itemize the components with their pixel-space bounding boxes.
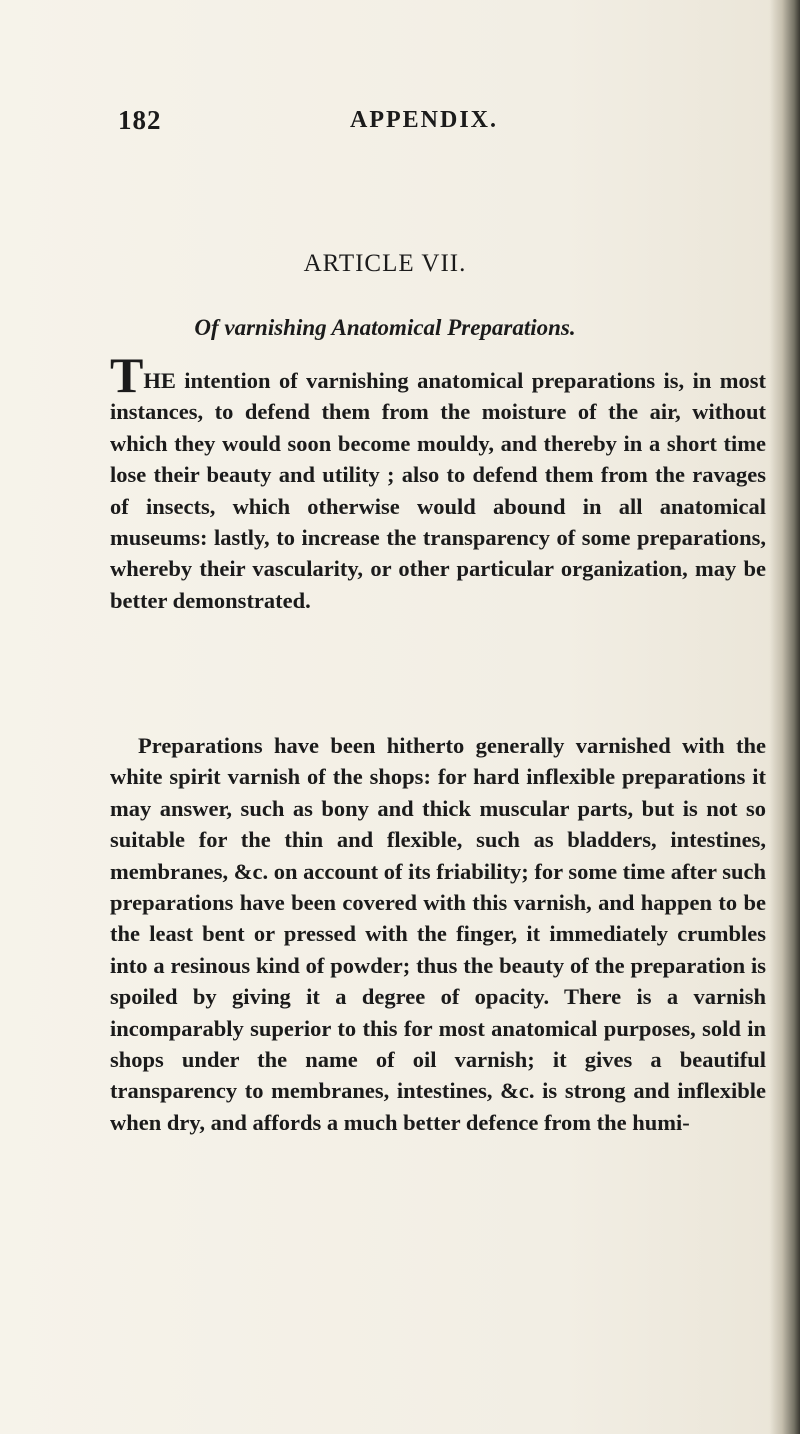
paragraph-1-text: HE intention of varnishing anatomical preparations is, in most instances, to defend them from the moisture of the air, without which they would soon become mouldy, and thereby in a short time lose their beauty and utility ; also to defend them from the ravages of insects, which otherwise would abound in all anatomical museums: lastly, to increase the transparency of some preparations, whereby their vascularity, or other particular organization, may be better demonstrated. [110, 368, 766, 613]
page-header [118, 105, 758, 145]
article-subtitle: Of varnishing Anatomical Preparations. [194, 315, 576, 340]
article-heading: ARTICLE VII. [303, 250, 467, 277]
paragraph-2: Preparations have been hitherto generally varnished with the white spirit varnish of the shops: for hard inflexible preparations it may answer, such as bony and thick muscular parts, but is not so suitable for the thin and flexible, such as bladders, intestines, membranes, &c. on account of its friability; for some time after such preparations have been covered with this varnish, and happen to be the least bent or pressed with the finger, it immediately crumbles into a resinous kind of powder; thus the beauty of the preparation is spoiled by giving it a degree of opacity. There is a varnish incomparably superior to this for most anatomical purposes, sold in shops under the name of oil varnish; it gives a beautiful transparency to membranes, intestines, &c. is strong and inflexible when dry, and affords a much better defence from the humi- [110, 733, 766, 1135]
running-head: APPENDIX. [350, 107, 498, 133]
page-number: 182 [118, 105, 162, 135]
paragraph-1 [110, 347, 766, 616]
drop-cap: T [110, 347, 144, 403]
page-spine-shadow [770, 0, 800, 1434]
